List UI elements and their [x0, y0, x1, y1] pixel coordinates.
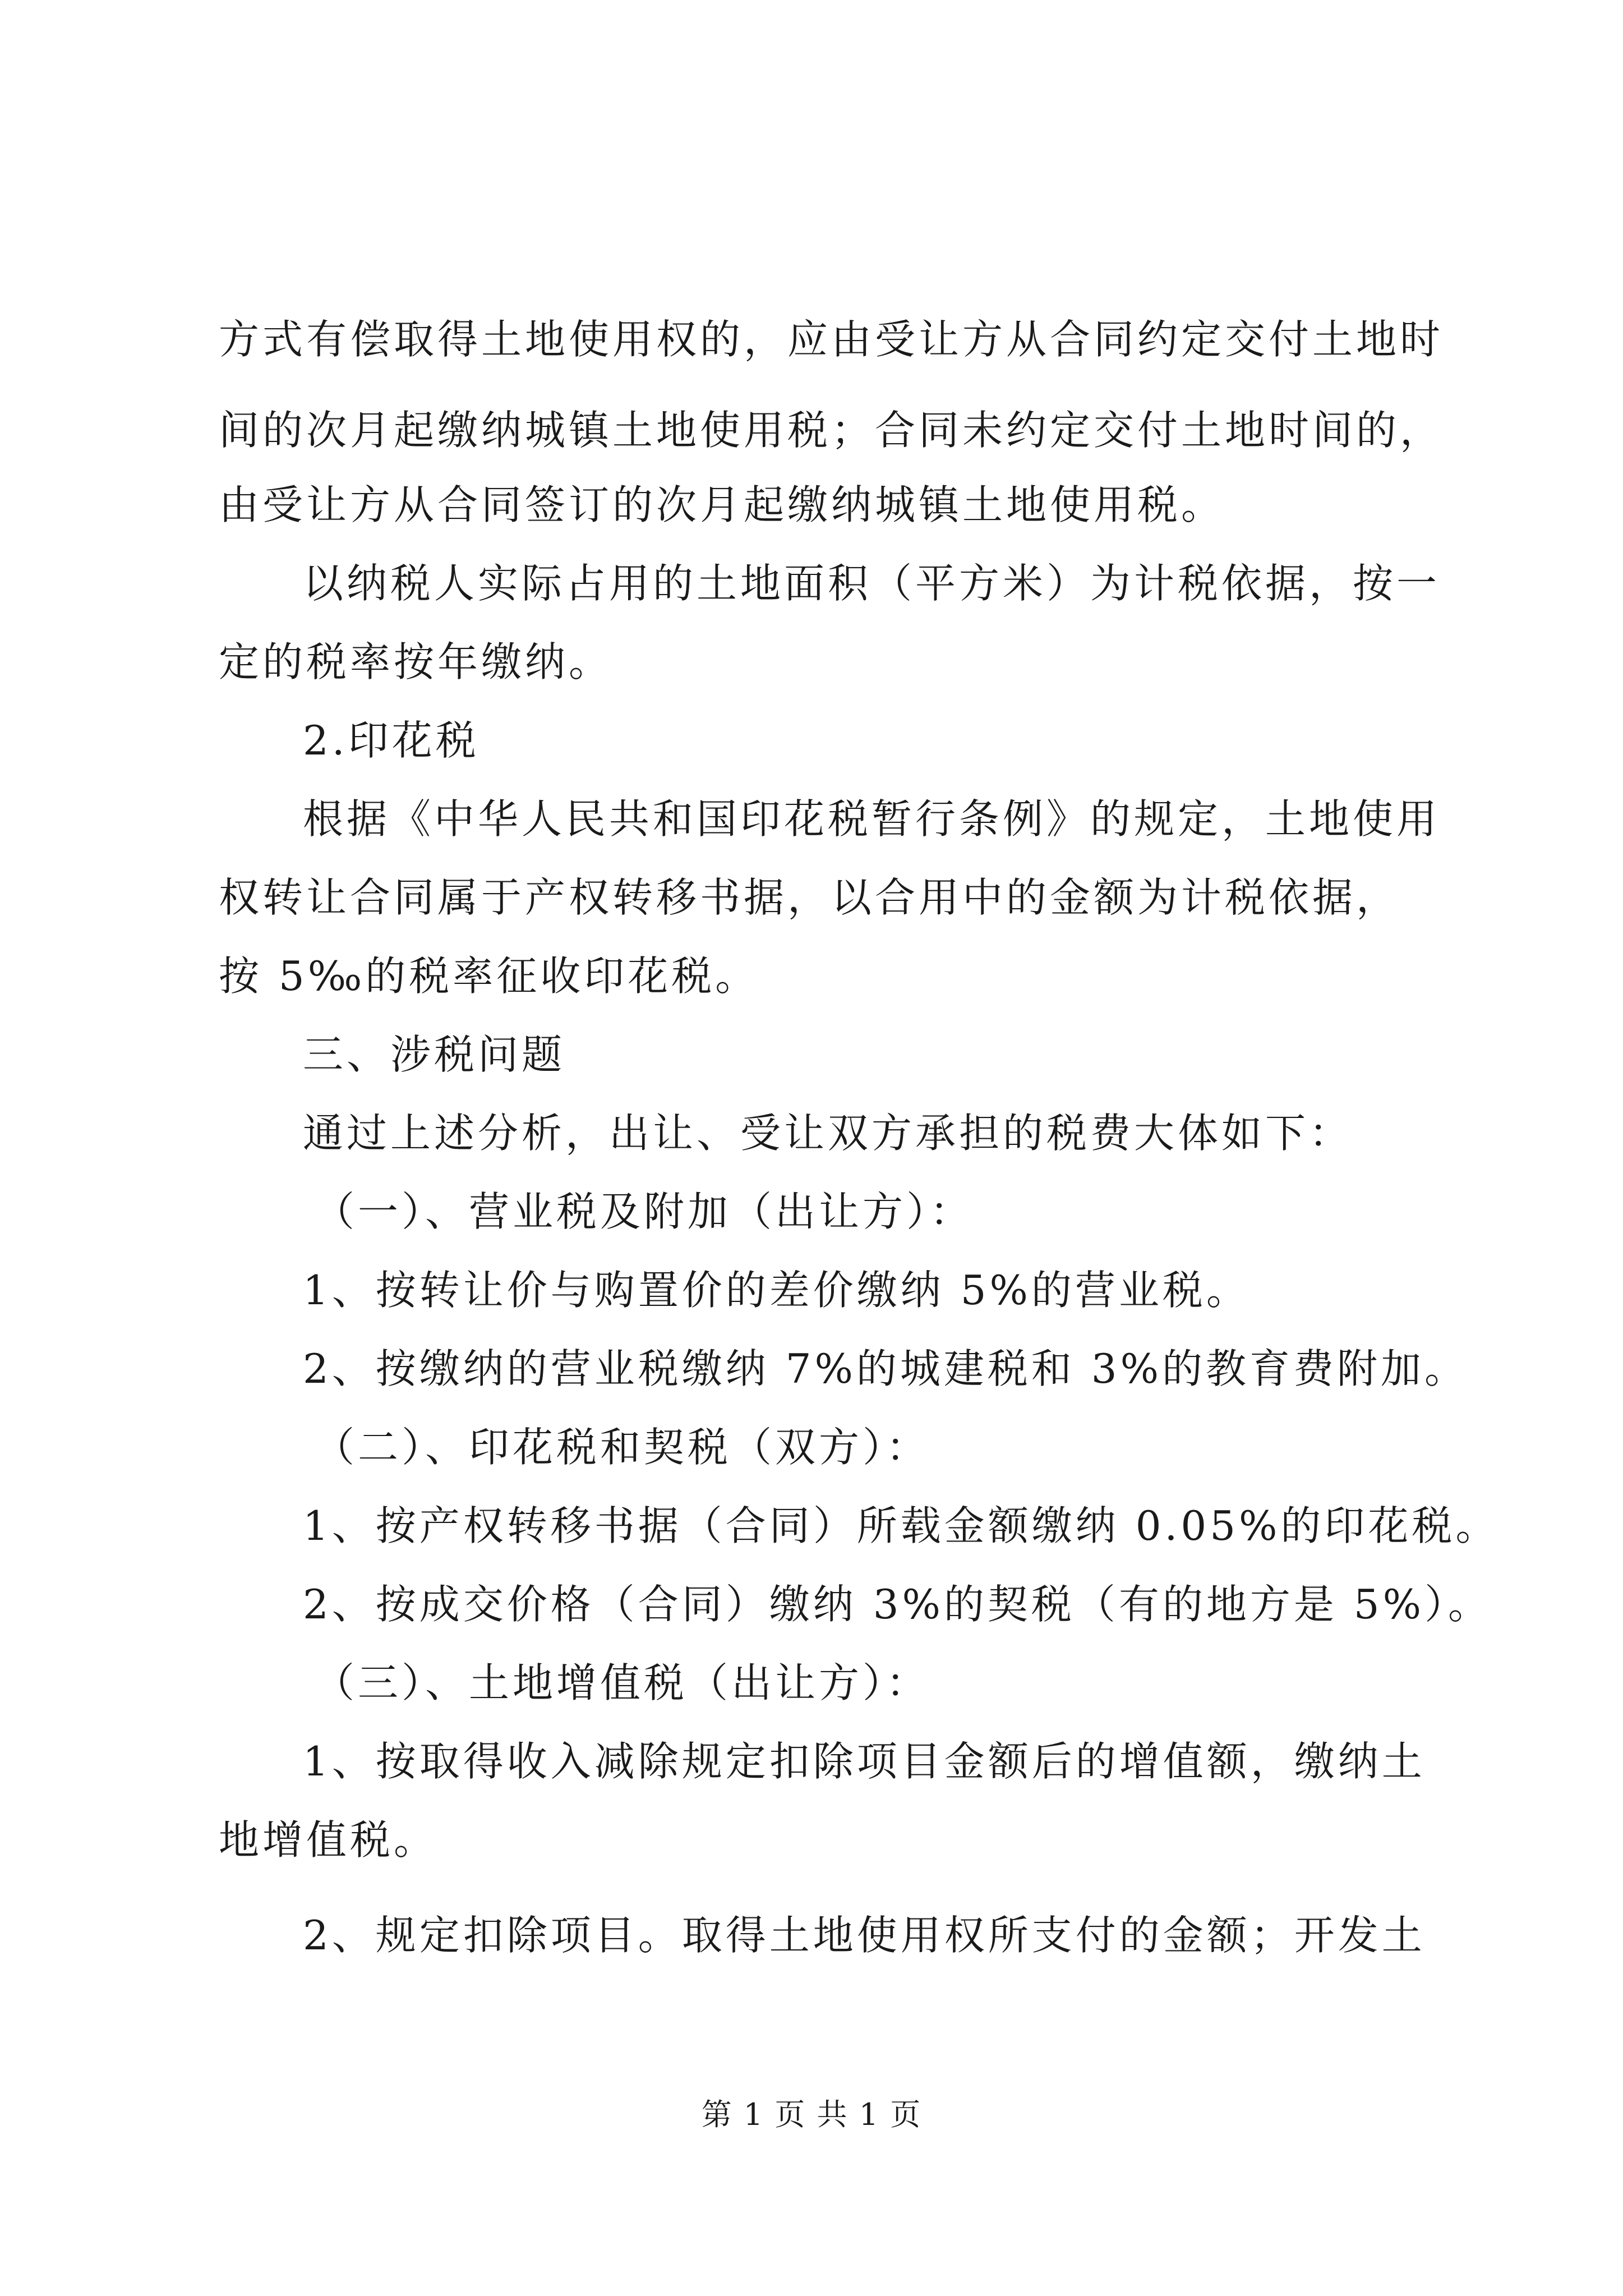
text-line: 地增值税。 [219, 1816, 438, 1864]
text-line: 间的次月起缴纳城镇土地使用税；合同未约定交付土地时间的， [219, 407, 1444, 454]
list-item: 2、按缴纳的营业税缴纳 7%的城建税和 3%的教育费附加。 [303, 1345, 1469, 1392]
section-heading: 2.印花税 [303, 717, 479, 764]
text-line: 通过上述分析，出让、受让双方承担的税费大体如下： [303, 1110, 1353, 1157]
section-heading: 三、涉税问题 [303, 1031, 566, 1078]
list-item: 1、按转让价与购置价的差价缴纳 5%的营业税。 [303, 1267, 1250, 1314]
list-item: 1、按产权转移书据（合同）所载金额缴纳 0.05%的印花税。 [303, 1502, 1500, 1549]
subsection-heading: （一）、营业税及附加（出让方）： [314, 1188, 974, 1235]
text-line: 定的税率按年缴纳。 [219, 638, 613, 685]
subsection-heading: （三）、土地增值税（出让方）： [314, 1659, 930, 1706]
text-line: 按 5‰的税率征收印花税。 [219, 953, 759, 1000]
text-line: 方式有偿取得土地使用权的，应由受让方从合同约定交付土地时 [219, 316, 1444, 363]
text-line: 由受让方从合同签订的次月起缴纳城镇土地使用税。 [219, 481, 1225, 528]
list-item: 2、按成交价格（合同）缴纳 3%的契税（有的地方是 5%）。 [303, 1581, 1492, 1628]
subsection-heading: （二）、印花税和契税（双方）： [314, 1424, 930, 1471]
text-line: 根据《中华人民共和国印花税暂行条例》的规定，土地使用 [303, 795, 1441, 843]
text-line: 权转让合同属于产权转移书据，以合用中的金额为计税依据， [219, 874, 1400, 921]
page-footer: 第 1 页 共 1 页 [701, 2097, 922, 2132]
list-item: 1、按取得收入减除规定扣除项目金额后的增值额，缴纳土 [303, 1738, 1426, 1785]
list-item: 2、规定扣除项目。取得土地使用权所支付的金额；开发土 [303, 1912, 1426, 1959]
text-line: 以纳税人实际占用的土地面积（平方米）为计税依据，按一 [303, 560, 1441, 607]
